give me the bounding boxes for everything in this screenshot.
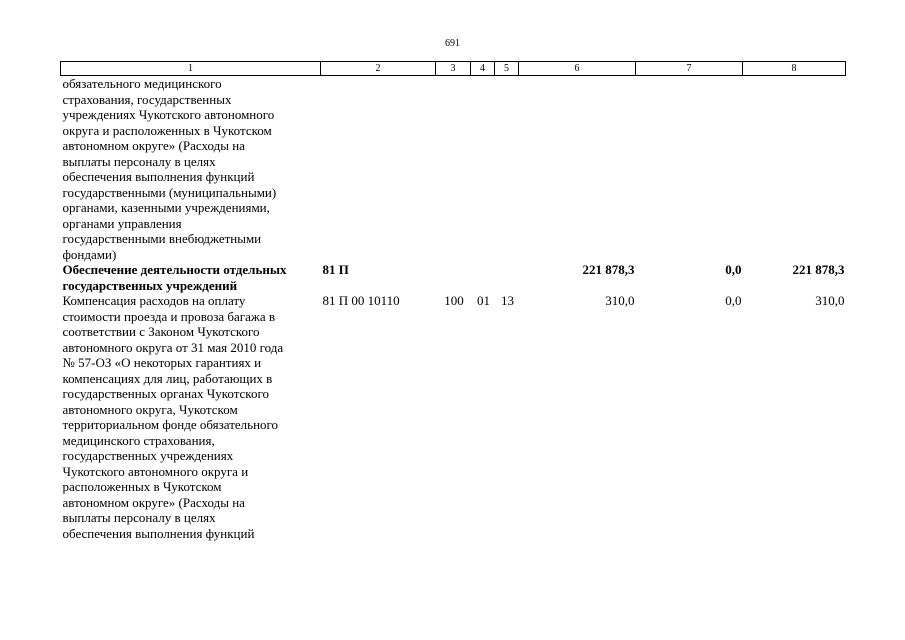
column-number-row <box>61 62 846 76</box>
column-number-7: 7 <box>636 62 743 76</box>
column-number-1: 1 <box>61 62 321 76</box>
row-section: 01 <box>477 293 490 308</box>
row-target-code: 81 П 00 10110 <box>322 293 400 308</box>
table-row <box>61 262 846 293</box>
column-number-5: 5 <box>495 62 519 76</box>
column-number-3: 3 <box>436 62 471 76</box>
row-amount-3: 310,0 <box>815 293 845 308</box>
row-target-code: 81 П <box>322 262 349 277</box>
row-amount-1: 310,0 <box>605 293 635 308</box>
column-number-8: 8 <box>743 62 846 76</box>
row-amount-2: 0,0 <box>725 262 742 277</box>
budget-table <box>60 61 846 541</box>
row-amount-1 <box>519 76 636 263</box>
row-target-code <box>321 76 436 263</box>
row-expense-type: 100 <box>444 293 464 308</box>
row-expense-type <box>436 76 471 263</box>
row-section <box>471 262 495 293</box>
row-expense-type <box>436 262 471 293</box>
row-amount-1: 221 878,3 <box>582 262 635 277</box>
row-section <box>471 76 495 263</box>
row-amount-3 <box>743 76 846 263</box>
table-row <box>61 76 846 263</box>
row-amount-2 <box>636 76 743 263</box>
table-row <box>61 293 846 541</box>
column-number-6: 6 <box>519 62 636 76</box>
row-name: Компенсация расходов на оплату стоимости проезда и провоза багажа в соответствии с Законом Чукотского автономного округа от 31 мая 2010 года № 57-ОЗ «О некоторых гарантиях и компенсациях для лиц, работающих в государственных органах Чукотского автономного округа, Чукотском территориальном фонде обязательного медицинского страхования, государственных учреждениях Чукотского автономного округа и расположенных в Чукотском автономном округе» (Расходы на выплаты персоналу в целях обеспечения выполнения функций <box>62 293 284 541</box>
row-amount-3: 221 878,3 <box>792 262 845 277</box>
row-subsection <box>495 262 519 293</box>
column-number-2: 2 <box>321 62 436 76</box>
table-body <box>61 76 846 542</box>
row-subsection: 13 <box>501 293 514 308</box>
page-number: 691 <box>445 38 460 49</box>
row-subsection <box>495 76 519 263</box>
row-name: Обеспечение деятельности отдельных государственных учреждений <box>62 262 287 293</box>
row-name: обязательного медицинского страхования, государственных учреждениях Чукотского автономного округа и расположенных в Чукотском автономном округе» (Расходы на выплаты персоналу в целях обеспечения выполнения функций государственными (муниципальными) органами, казенными учреждениями, органами управления государственными внебюджетными фондами) <box>62 76 277 262</box>
table-header <box>61 62 846 76</box>
row-amount-2: 0,0 <box>725 293 742 308</box>
column-number-4: 4 <box>471 62 495 76</box>
